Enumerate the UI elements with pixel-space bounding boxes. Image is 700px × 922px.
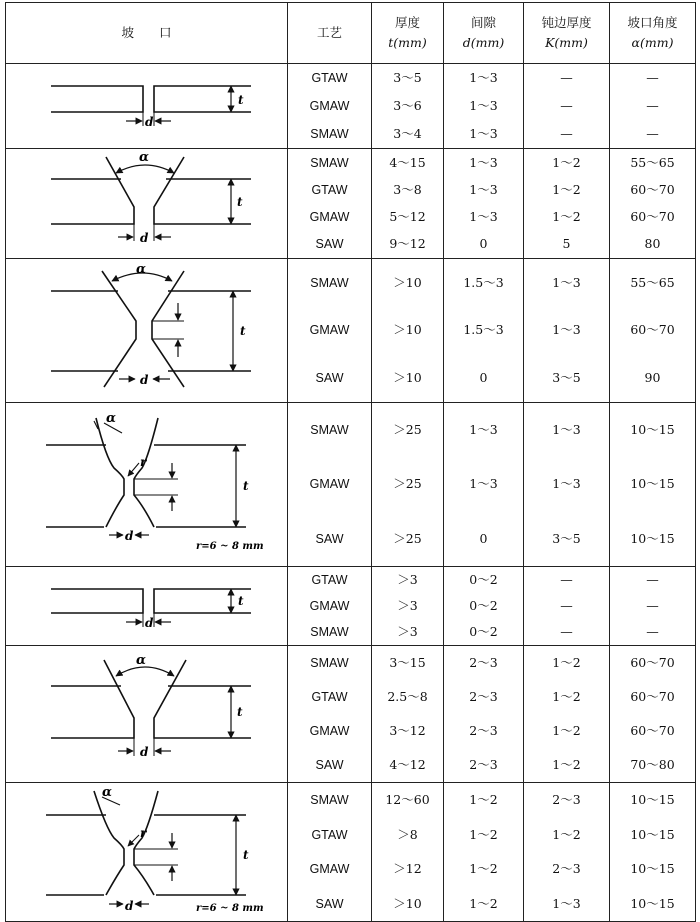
cell-root-face: — — — [524,64,610,149]
label-t: t [237,195,243,209]
cell-root-face: 1～3 1～3 3～5 [524,403,610,567]
cell-angle: 10～15 10～15 10～15 10～15 [610,783,696,922]
label-t: t [238,93,244,107]
cell-gap: 1～3 1～3 1～3 [444,64,524,149]
cell-angle: 10～15 10～15 10～15 [610,403,696,567]
cell-process: SMAW GMAW SAW [288,259,372,403]
cell-angle: 60～70 60～70 60～70 70～80 [610,646,696,783]
cell-angle: — — — [610,567,696,646]
label-r: r [140,455,147,469]
group-single-v-2 [6,646,696,783]
cell-root-face: — — — [524,567,610,646]
label-alpha: α [102,785,113,800]
cell-thickness: 12～60 ＞8 ＞12 ＞10 [372,783,444,922]
cell-process: SMAW GTAW GMAW SAW [288,783,372,922]
label-d: d [125,529,134,543]
label-d: d [145,616,154,630]
label-alpha: α [136,653,147,668]
cell-gap: 1.5～3 1.5～3 0 [444,259,524,403]
group-double-u-2 [6,783,696,922]
diagram-square-butt [6,567,288,646]
group-double-v [6,259,696,403]
group-square-butt-thin [6,64,696,149]
cell-gap: 0～2 0～2 0～2 [444,567,524,646]
cell-process: GTAW GMAW SMAW [288,64,372,149]
label-t: t [243,479,249,493]
header-row [6,3,696,64]
diagram-single-v-2 [6,646,288,783]
label-d: d [140,231,149,245]
group-double-u [6,403,696,567]
cell-thickness: ＞10 ＞10 ＞10 [372,259,444,403]
label-alpha: α [106,411,117,426]
label-t: t [237,705,243,719]
label-r: r [140,826,147,840]
diagram-square-butt-thin [6,64,288,149]
cell-gap: 1～2 1～2 1～2 1～2 [444,783,524,922]
diagram-double-u [6,403,288,567]
label-d: d [140,745,149,759]
cell-thickness: ＞3 ＞3 ＞3 [372,567,444,646]
label-r-note: r=6 ~ 8 mm [196,541,264,552]
label-alpha: α [139,150,150,165]
cell-process: SMAW GTAW GMAW SAW [288,149,372,259]
label-t: t [240,324,246,338]
cell-thickness: 3～15 2.5～8 3～12 4～12 [372,646,444,783]
header-root-face: 钝边厚度 K(mm) [524,3,610,64]
cell-process: SMAW GMAW SAW [288,403,372,567]
header-angle: 坡口角度 α(mm) [610,3,696,64]
groove-table [5,2,696,922]
header-groove: 坡 口 [6,3,288,64]
cell-root-face: 2～3 1～2 2～3 1～3 [524,783,610,922]
label-r-note: r=6 ~ 8 mm [196,903,264,914]
diagram-double-u-2 [6,783,288,922]
header-thickness: 厚度 t(mm) [372,3,444,64]
header-process: 工艺 [288,3,372,64]
label-d: d [140,373,149,387]
cell-thickness: ＞25 ＞25 ＞25 [372,403,444,567]
label-d: d [125,899,134,913]
cell-root-face: 1～2 1～2 1～2 5 [524,149,610,259]
cell-angle: 55～65 60～70 60～70 80 [610,149,696,259]
cell-angle: 55～65 60～70 90 [610,259,696,403]
cell-gap: 2～3 2～3 2～3 2～3 [444,646,524,783]
group-square-butt [6,567,696,646]
group-single-v [6,149,696,259]
label-alpha: α [136,262,147,277]
cell-process: GTAW GMAW SMAW [288,567,372,646]
cell-thickness: 4～15 3～8 5～12 9～12 [372,149,444,259]
label-t: t [238,594,244,608]
cell-thickness: 3～5 3～6 3～4 [372,64,444,149]
label-t: t [243,848,249,862]
cell-gap: 1～3 1～3 1～3 0 [444,149,524,259]
diagram-double-v [6,259,288,403]
label-d: d [145,115,154,129]
cell-root-face: 1～2 1～2 1～2 1～2 [524,646,610,783]
cell-root-face: 1～3 1～3 3～5 [524,259,610,403]
cell-process: SMAW GTAW GMAW SAW [288,646,372,783]
header-gap: 间隙 d(mm) [444,3,524,64]
diagram-single-v [6,149,288,259]
cell-gap: 1～3 1～3 0 [444,403,524,567]
cell-angle: — — — [610,64,696,149]
